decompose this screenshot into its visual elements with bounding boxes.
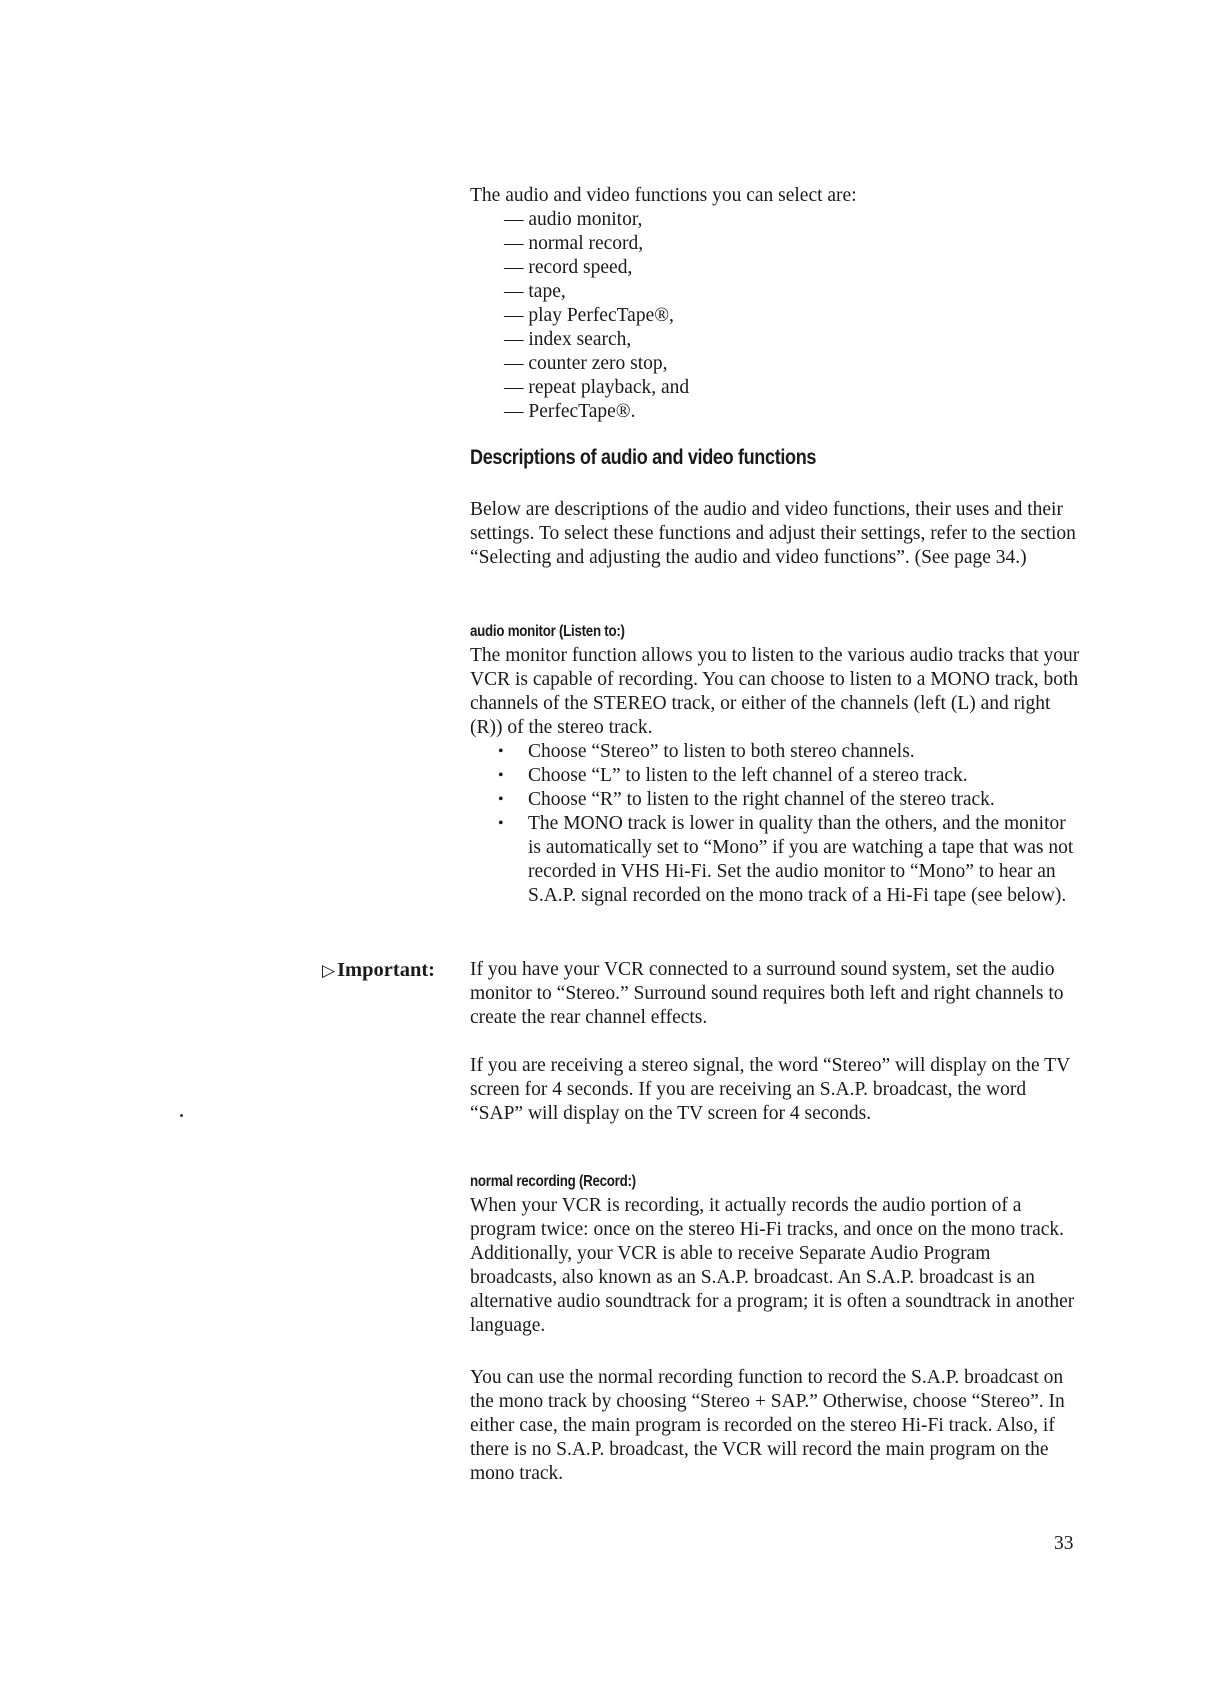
bullet-item: • Choose “Stereo” to listen to both stereo channels.: [498, 740, 1080, 764]
normal-recording-subheading: normal recording (Record:): [470, 1173, 636, 1190]
page-number: 33: [1054, 1533, 1074, 1554]
important-label-text: Important:: [337, 959, 436, 981]
triangle-icon: ▷: [322, 961, 336, 980]
stereo-note: [470, 1054, 1080, 1126]
bullet-item: • Choose “L” to listen to the left channel of a stereo track.: [498, 764, 1080, 788]
descriptions-text: Below are descriptions of the audio and video functions, their uses and their settings. To select these functions and adjust their settings, refer to the section “Selecting and adjusting the audio and video functions”. (See page 34.): [470, 499, 1076, 568]
section-heading: Descriptions of audio and video functions: [470, 446, 817, 469]
list-item: — tape,: [504, 280, 1080, 304]
audio-monitor-paragraph: The monitor function allows you to listen to the various audio tracks that your VCR is capable of recording. You can choose to listen to a MONO track, both channels of the STEREO track, or either of the channels (left (L) and right (R)) of the stereo track.: [470, 645, 1080, 738]
audio-monitor-bullets: [470, 740, 1080, 908]
intro-lead: The audio and video functions you can select are:: [470, 185, 857, 206]
list-item: — index search,: [504, 328, 1080, 352]
list-item: — counter zero stop,: [504, 352, 1080, 376]
normal-recording-paragraph-2-block: [470, 1366, 1080, 1486]
normal-recording-section: [470, 1172, 1080, 1338]
list-item: — PerfecTape®.: [504, 400, 1080, 424]
stereo-note-text: If you are receiving a stereo signal, the word “Stereo” will display on the TV screen for 4 seconds. If you are receiving an S.A.P. broadcast, the word “SAP” will display on the TV screen for 4 seconds.: [470, 1055, 1070, 1124]
audio-monitor-section: [470, 622, 1080, 908]
normal-recording-paragraph-1: When your VCR is recording, it actually records the audio portion of a program twice: once on the stereo Hi-Fi tracks, and once on the mono track. Additionally, your VCR is able to receive Separate Audio Program broadcasts, also known as an S.A.P. broadcast. An S.A.P. broadcast is an alternative audio soundtrack for a program; it is often a soundtrack in another language.: [470, 1195, 1075, 1336]
important-text: If you have your VCR connected to a surround sound system, set the audio monitor to “Stereo.” Surround sound requires both left and right channels to create the rear channel effects.: [470, 959, 1064, 1028]
important-label: [322, 958, 435, 983]
list-item: — audio monitor,: [504, 208, 1080, 232]
list-item: — normal record,: [504, 232, 1080, 256]
intro-block: [470, 184, 1080, 424]
list-item: — play PerfecTape®,: [504, 304, 1080, 328]
list-item: — record speed,: [504, 256, 1080, 280]
normal-recording-paragraph-2: You can use the normal recording function to record the S.A.P. broadcast on the mono track by choosing “Stereo + SAP.” Otherwise, choose “Stereo”. In either case, the main program is recorded on the stereo Hi-Fi track. Also, if there is no S.A.P. broadcast, the VCR will record the main program on the mono track.: [470, 1367, 1065, 1484]
function-list: [470, 208, 1080, 424]
important-note: [470, 958, 1080, 1030]
audio-monitor-subheading: audio monitor (Listen to:): [470, 623, 625, 640]
descriptions-paragraph: [470, 498, 1080, 570]
bullet-item: • The MONO track is lower in quality than the others, and the monitor is automatically set to “Mono” if you are watching a tape that was not recorded in VHS Hi-Fi. Set the audio monitor to “Mono” to hear an S.A.P. signal recorded on the mono track of a Hi-Fi tape (see below).: [498, 812, 1080, 908]
list-item: — repeat playback, and: [504, 376, 1080, 400]
scan-speck: [180, 1114, 183, 1117]
bullet-item: • Choose “R” to listen to the right channel of the stereo track.: [498, 788, 1080, 812]
